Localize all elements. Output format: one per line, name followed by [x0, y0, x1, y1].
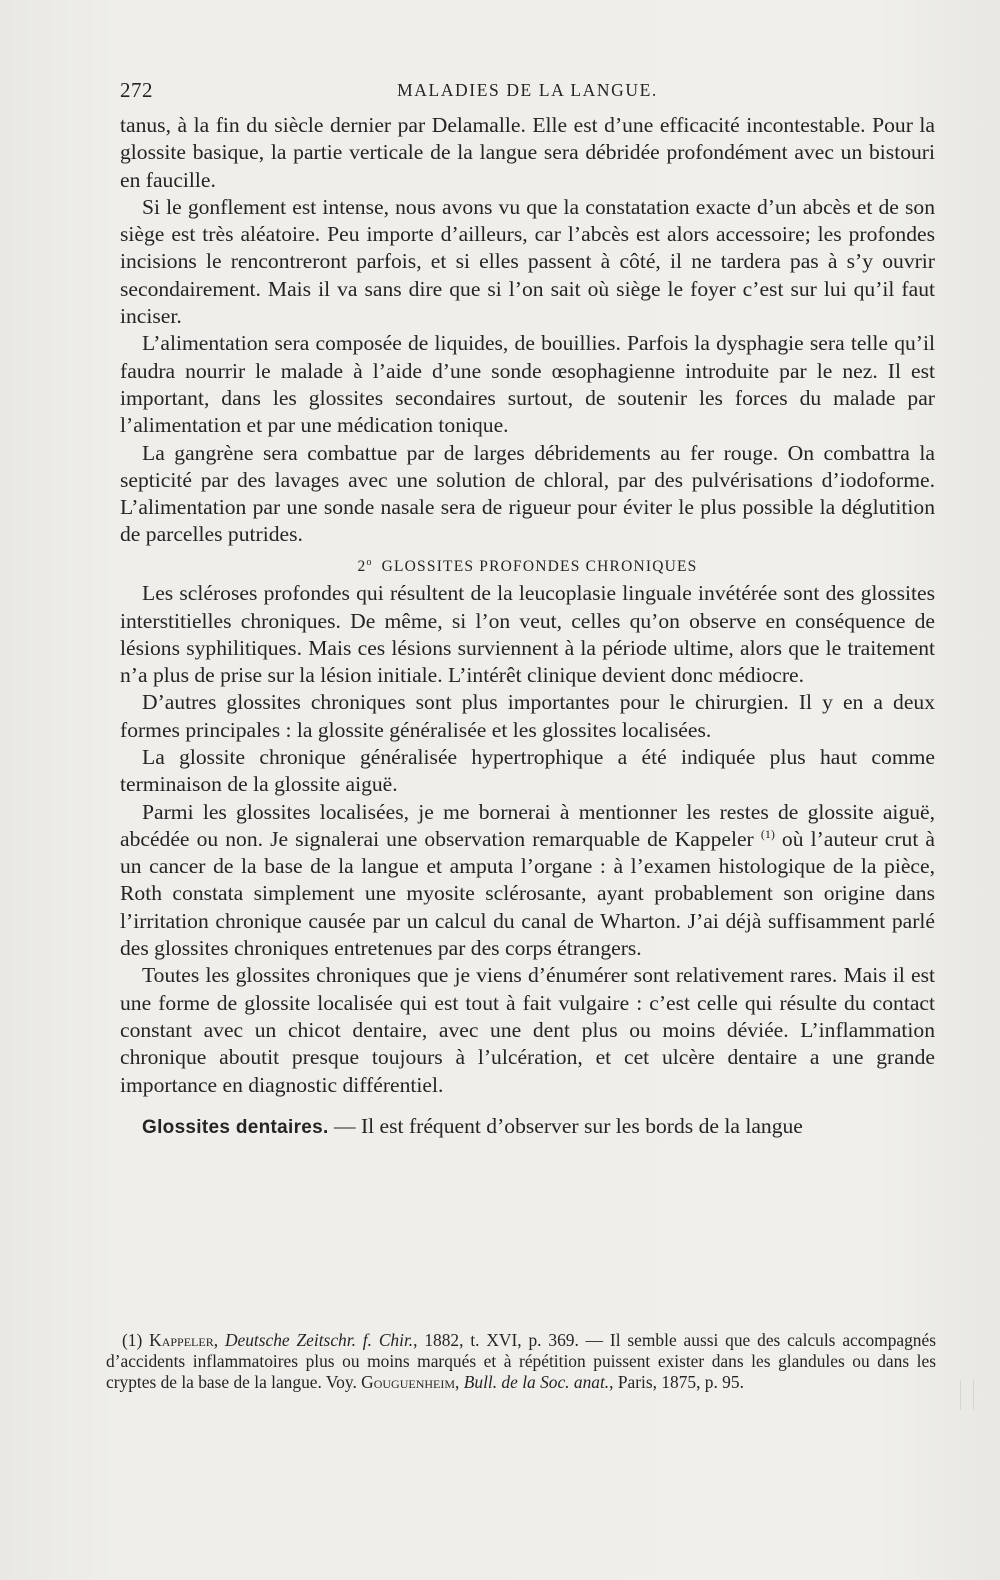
run-in-text: — Il est fréquent d’observer sur les bords de la langue: [328, 1113, 803, 1138]
section-number: 2: [357, 557, 367, 575]
footnote-citation-2: , Paris, 1875, p. 95.: [609, 1372, 744, 1392]
footnote-author-2: Gouguenheim: [361, 1372, 456, 1392]
footnote-1: (1) Kappeler, Deutsche Zeitschr. f. Chir., 1882, t. XVI, p. 369. — Il semble aussi que des calculs accompagnés d’accidents inflammatoires plus ou moins marqués et à répétition puissent exister dans les glandules ou dans les cryptes de la base de la langue. Voy. Gouguenheim, Bull. de la Soc. anat., Paris, 1875, p. 95.: [106, 1330, 936, 1392]
section-number-sup: o: [366, 556, 372, 568]
footnotes: [106, 1330, 936, 1393]
footnote-marker: (1): [122, 1330, 143, 1350]
paragraph-continued: tanus, à la fin du siècle dernier par Delamalle. Elle est d’une efficacité incontestable. Pour la glossite basique, la partie verticale de la langue sera débridée profondément avec un bistouri en faucille.: [120, 113, 935, 192]
paragraph-gonflement: Si le gonflement est intense, nous avons vu que la constatation exacte d’un abcès et de son siège est très aléatoire. Peu importe d’ailleurs, car l’abcès est alors accessoire; les profondes incisions le rencontreront parfois, et si elles passent à côté, il ne tardera pas à s’y ouvrir secondairement. Mais il va sans dire que si l’on sait où siège le foyer c’est sur lui qu’il faut inciser.: [120, 194, 935, 329]
page-number: 272: [120, 78, 153, 102]
section-title: [120, 549, 935, 580]
page-header: [120, 78, 935, 108]
paragraph-autres-glossites: D’autres glossites chroniques sont plus importantes pour le chirurgien. Il y en a deux formes principales : la glossite généralisée et les glossites localisées.: [120, 690, 935, 742]
paragraph-alimentation: L’alimentation sera composée de liquides, de bouillies. Parfois la dysphagie sera telle qu’il faudra nourrir le malade à l’aide d’une sonde œsophagienne introduite par le nez. Il est important, dans les glossites secondaires surtout, de soutenir les forces du malade par l’alimentation et par une médication tonique.: [120, 331, 935, 438]
body-text: [120, 112, 935, 1141]
running-head: MALADIES DE LA LANGUE.: [397, 80, 658, 100]
paragraph-glossite-generalisee: La glossite chronique généralisée hypertrophique a été indiquée plus haut comme terminaison de la glossite aiguë.: [120, 744, 935, 797]
paragraph-gangrene: La gangrène sera combattue par de larges débridements au fer rouge. On combattra la septicité par des lavages avec une solution de chloral, par des pulvérisations d’iodoforme. L’alimentation par une sonde nasale sera de rigueur pour éviter le plus possible la déglutition de parcelles putrides.: [120, 440, 935, 547]
footnote-journal-2: Bull. de la Soc. anat.: [463, 1372, 610, 1392]
spacer: [120, 1099, 935, 1113]
paragraph-kappeler: [120, 799, 935, 963]
show-through-mark: [960, 1380, 974, 1410]
run-in-heading: Glossites dentaires.: [142, 1116, 329, 1138]
footnote-journal: Deutsche Zeitschr. f. Chir.: [224, 1330, 414, 1350]
footnote-reference: (1): [760, 826, 775, 841]
footnote-citation: , 1882, t. XVI, p. 369. — Il semble aussi que des calculs accompagnés d’accidents inflammatoires plus ou moins marqués et à répétition puissent exister dans les glandules ou dans les cryptes de la base de la langue. Voy.: [106, 1330, 936, 1392]
section-title-text: GLOSSITES PROFONDES CHRONIQUES: [381, 557, 698, 575]
paragraph-toutes-glossites: Toutes les glossites chroniques que je viens d’énumérer sont relativement rares. Mais il est une forme de glossite localisée qui est tout à fait vulgaire : c’est celle qui résulte du contact constant avec un chicot dentaire, avec une dent plus ou moins déviée. L’inflammation chronique aboutit presque toujours à l’ulcération, et cet ulcère dentaire a une grande importance en diagnostic différentiel.: [120, 963, 935, 1097]
paragraph-scleroses: Les scléroses profondes qui résultent de la leucoplasie linguale invétérée sont des glossites interstitielles chroniques. De même, si l’on veut, celles qu’on observe en conséquence de lésions syphilitiques. Mais ces lésions surviennent à la période ultime, alors que le traitement n’a plus de prise sur la lésion initiale. L’intérêt clinique devient donc médiocre.: [120, 581, 935, 688]
kappeler-text-after: où l’auteur crut à un cancer de la base de la langue et amputa l’organe : à l’examen histologique de la pièce, Roth constata simplement une myosite sclérosante, ayant probablement son origine dans l’irritation chronique causée par un calcul du canal de Wharton. J’ai déjà suffisamment parlé des glossites chroniques entretenues par des corps étrangers.: [120, 826, 935, 961]
footnote-author: Kappeler: [149, 1330, 214, 1350]
kappeler-text-before: Parmi les glossites localisées, je me bornerai à mentionner les restes de glossite aiguë, abcédée ou non. Je signalerai une observation remarquable de Kappeler: [120, 799, 935, 851]
paragraph-glossites-dentaires: [120, 1113, 935, 1141]
